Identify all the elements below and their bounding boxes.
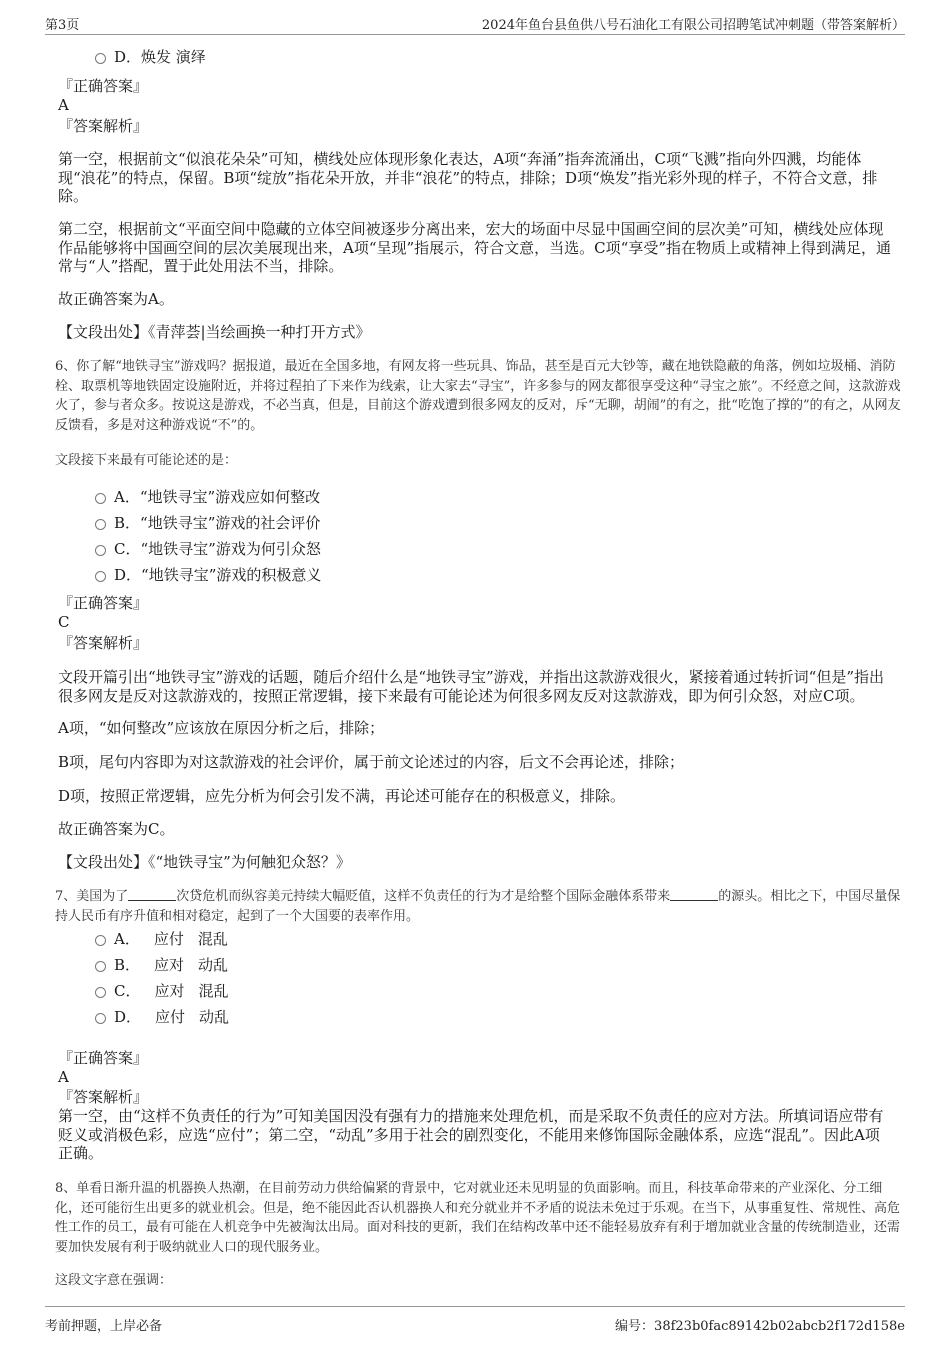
q7-answer-heading: 『正确答案』 — [58, 1049, 149, 1067]
q6-analysis-conclusion: 故正确答案为C。 — [58, 820, 175, 838]
q5-analysis-paragraph-1: 第一空，根据前文“似浪花朵朵”可知，横线处应体现形象化表达，A项“奔涌”指奔流涌出，C项“飞溅”指向外四溅，均能体现“浪花”的特点，保留。B项“绽放”指花朵开放，并非“浪花”的特点，排除；D项“焕发”指光彩外现的样子，不符合文意，排除。 — [58, 150, 878, 205]
radio-icon[interactable] — [95, 545, 106, 556]
q6-option-b[interactable] — [95, 514, 320, 532]
q5-analysis-paragraph-2: 第二空，根据前文“平面空间中隐藏的立体空间被逐步分离出来，宏大的场面中尽显中国画空间的层次美”可知，横线处应体现作品能够将中国画空间的层次美展现出来，A项“呈现”指展示，符合文意，当选。C项“享受”指在物质上或精神上得到满足，通常与“人”搭配，置于此处用法不当，排除。 — [58, 220, 891, 275]
q7-stem-part-1: 7、美国为了 — [55, 889, 129, 904]
option-word-1: 应对 — [154, 956, 185, 974]
option-word-1: 应付 — [153, 930, 184, 948]
blank-1 — [128, 888, 176, 901]
q6-answer-heading: 『正确答案』 — [58, 594, 149, 612]
radio-icon[interactable] — [95, 519, 106, 530]
footer-serial: 编号：38f23b0fac89142b02abcb2f172d158e — [615, 1319, 905, 1334]
radio-icon[interactable] — [95, 987, 106, 998]
q7-stem — [55, 887, 905, 926]
option-word-2: 混乱 — [198, 982, 229, 1000]
option-word-2: 动乱 — [199, 1008, 230, 1026]
q5-source: 【文段出处】《青萍荟|当绘画换一种打开方式》 — [58, 323, 371, 341]
q6-analysis-paragraph-1: 文段开篇引出“地铁寻宝”游戏的话题，随后介绍什么是“地铁寻宝”游戏，并指出这款游戏很火，紧接着通过转折词“但是”指出很多网友是反对这款游戏的，按照正常逻辑，接下来最有可能论述为何很多网友反对这款游戏，即为何引众怒，对应C项。 — [58, 668, 885, 705]
q8-prompt: 这段文字意在强调： — [55, 1273, 173, 1288]
option-letter: D． — [114, 1008, 142, 1026]
footer-slogan: 考前押题，上岸必备 — [45, 1319, 163, 1334]
q7-option-c[interactable] — [95, 982, 229, 1000]
q6-source: 【文段出处】《“地铁寻宝”为何触犯众怒？》 — [58, 853, 351, 871]
q7-option-d[interactable] — [95, 1008, 229, 1026]
option-word-1: 应对 — [154, 982, 185, 1000]
option-label: D．“地铁寻宝”游戏的积极意义 — [114, 566, 322, 584]
radio-icon[interactable] — [95, 935, 106, 946]
page-number: 第3页 — [45, 18, 80, 33]
radio-icon[interactable] — [95, 53, 106, 64]
q7-analysis: 第一空，由“这样不负责任的行为”可知美国因没有强有力的措施来处理危机，而是采取不负责任的应对方法。所填词语应带有贬义或消极色彩，应选“应付”；第二空，“动乱”多用于社会的剧烈变化，不能用来修饰国际金融体系，应选“混乱”。因此A项正确。 — [58, 1107, 884, 1162]
q7-option-b[interactable] — [95, 956, 228, 974]
page-footer — [45, 1306, 905, 1334]
q6-option-c[interactable] — [95, 540, 321, 558]
q6-analysis-b: B项，尾句内容即为对这款游戏的社会评价，属于前文论述过的内容，后文不会再论述，排除； — [58, 753, 685, 771]
q6-prompt: 文段接下来最有可能论述的是： — [55, 453, 238, 468]
option-letter: C． — [114, 982, 141, 1000]
q5-analysis-heading: 『答案解析』 — [58, 117, 149, 135]
option-word-2: 动乱 — [198, 956, 229, 974]
option-label: B．“地铁寻宝”游戏的社会评价 — [114, 514, 321, 532]
option-label: D．焕发 演绎 — [114, 48, 206, 66]
option-letter: A． — [114, 930, 140, 948]
q7-stem-part-3: 的源头。相比之下，中国尽量保持人民币有序升值和相对稳定，起到了一个大国要的表率作用。 — [55, 889, 901, 924]
radio-icon[interactable] — [95, 493, 106, 504]
q5-answer-heading: 『正确答案』 — [58, 77, 149, 95]
radio-icon[interactable] — [95, 571, 106, 582]
q6-stem: 6、你了解“地铁寻宝”游戏吗？据报道，最近在全国多地，有网友将一些玩具、饰品，甚至是百元大钞等，藏在地铁隐蔽的角落，例如垃圾桶、消防栓、取票机等地铁固定设施附近，并将过程拍了下来作为线索，让大家去“寻宝”，许多参与的网友都很享受这种“寻宝之旅”。不经意之间，这款游戏火了，参与者众多。按说这是游戏，不必当真，但是，目前这个游戏遭到很多网友的反对，斥“无聊，胡闹”的有之，批“吃饱了撑的”的有之，从网友反馈看，多是对这种游戏说“不”的。 — [55, 359, 901, 433]
option-label: A．“地铁寻宝”游戏应如何整改 — [114, 488, 321, 506]
page-header — [45, 12, 905, 35]
option-label: C．“地铁寻宝”游戏为何引众怒 — [114, 540, 321, 558]
q8-stem: 8、单看日渐升温的机器换人热潮，在目前劳动力供给偏紧的背景中，它对就业还未见明显的负面影响。而且，科技革命带来的产业深化、分工细化，还可能衍生出更多的就业机会。但是，绝不能因此否认机器换人和充分就业并不矛盾的说法未免过于乐观。在当下，从事重复性、常规性、高危性工作的员工，最有可能在人机竞争中先被淘汰出局。面对科技的更新，我们在结构改革中还不能轻易放弃有利于增加就业含量的传统制造业，还需要加快发展有利于吸纳就业人口的现代服务业。 — [55, 1181, 901, 1255]
q6-analysis-a: A项，“如何整改”应该放在原因分析之后，排除； — [58, 719, 385, 737]
q6-analysis-d: D项，按照正常逻辑，应先分析为何会引发不满，再论述可能存在的积极意义，排除。 — [58, 787, 626, 805]
option-word-2: 混乱 — [197, 930, 228, 948]
q6-option-a[interactable] — [95, 488, 320, 506]
q6-option-d[interactable] — [95, 566, 321, 584]
q5-analysis-conclusion: 故正确答案为A。 — [58, 290, 174, 308]
q5-answer-value: A — [58, 96, 69, 114]
q5-option-d[interactable] — [95, 48, 206, 66]
blank-2 — [670, 888, 718, 901]
radio-icon[interactable] — [95, 961, 106, 972]
radio-icon[interactable] — [95, 1013, 106, 1024]
q6-analysis-heading: 『答案解析』 — [58, 634, 149, 652]
document-title: 2024年鱼台县鱼供八号石油化工有限公司招聘笔试冲刺题（带答案解析） — [481, 18, 905, 33]
option-word-1: 应付 — [155, 1008, 186, 1026]
q6-answer-value: C — [58, 613, 70, 631]
q7-answer-value: A — [58, 1068, 69, 1086]
q7-stem-part-2: 次贷危机而纵容美元持续大幅贬值，这样不负责任的行为才是给整个国际金融体系带来 — [176, 889, 671, 904]
q7-analysis-heading: 『答案解析』 — [58, 1088, 149, 1106]
q7-option-a[interactable] — [95, 930, 228, 948]
option-letter: B． — [114, 956, 141, 974]
